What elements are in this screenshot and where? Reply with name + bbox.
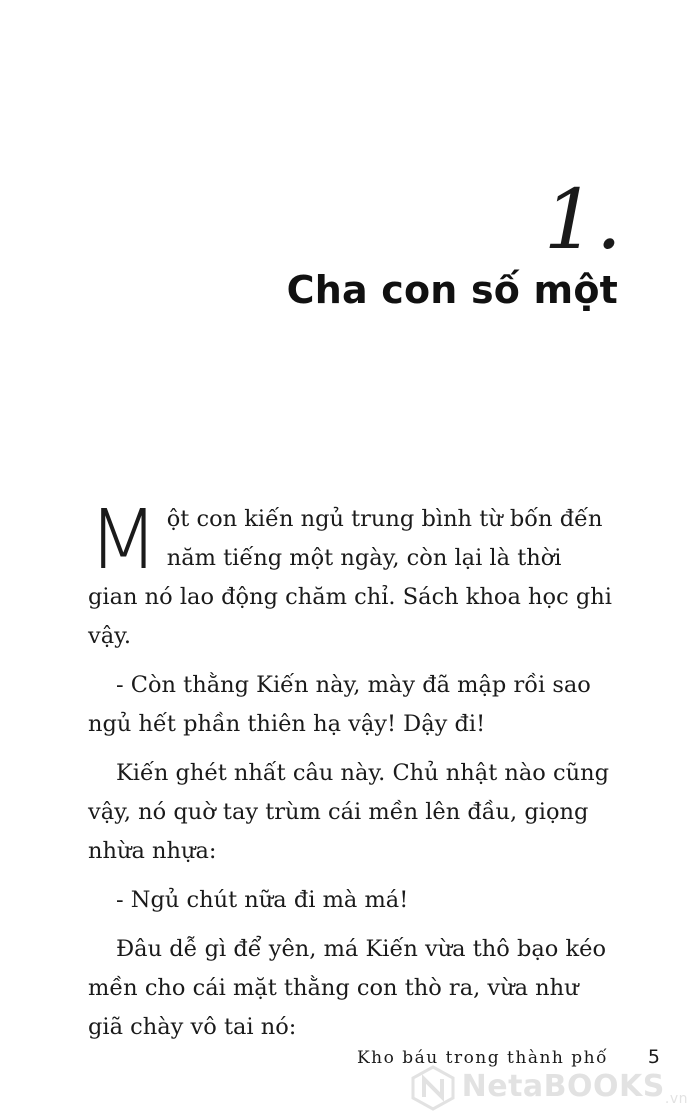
paragraph-2: - Còn thằng Kiến này, mày đã mập rồi sao ngủ hết phần thiên hạ vậy! Dậy đi! [88,672,591,737]
neta-logo-icon [410,1065,456,1111]
paragraph-1 [88,493,618,656]
paragraph-3: Kiến ghét nhất câu này. Chủ nhật nào cũng vậy, nó quờ tay trùm cái mền lên đầu, giọng nhừa nhựa: [88,760,609,864]
body-text [88,493,618,1057]
chapter-number: 1. [543,173,622,268]
page-number: 5 [647,1046,660,1068]
paragraph-5: Đâu dễ gì để yên, má Kiến vừa thô bạo kéo mền cho cái mặt thằng con thò ra, vừa như giã chày vô tai nó: [88,936,606,1040]
drop-cap: M [88,493,159,588]
paragraph-1-text: ột con kiến ngủ trung bình từ bốn đến năm tiếng một ngày, còn lại là thời gian nó lao động chăm chỉ. Sách khoa học ghi vậy. [88,506,612,649]
paragraph-4: - Ngủ chút nữa đi mà má! [116,887,409,913]
watermark [410,1065,688,1111]
watermark-text [462,1069,688,1107]
chapter-title: Cha con số một [286,268,618,312]
watermark-suffix: .vn [664,1091,688,1107]
watermark-brand: NetaBOOKS [461,1069,665,1104]
footer-book-title: Kho báu trong thành phố [356,1048,608,1068]
